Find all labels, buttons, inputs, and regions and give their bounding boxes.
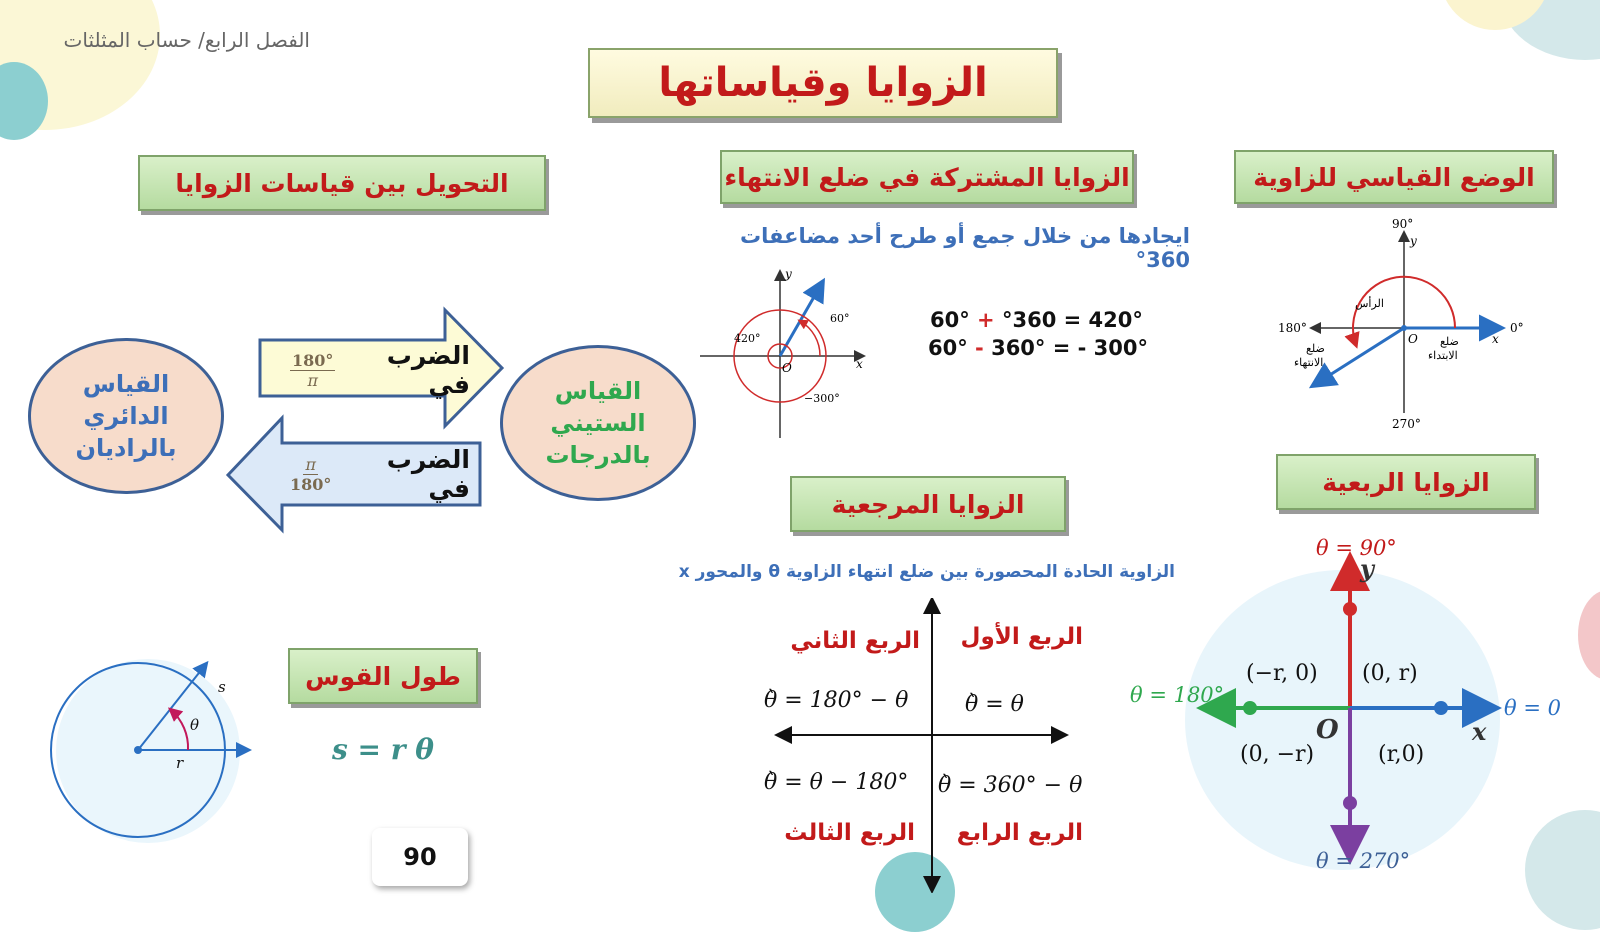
degree-label-3: بالدرجات [545,441,651,469]
conversion-header: التحويل بين قياسات الزوايا [138,155,546,211]
standard-vertex-dot [1401,325,1407,331]
quadrantal-header: الزوايا الربعية [1276,454,1536,510]
quadrantal-theta-180: θ = 180° [1130,683,1225,707]
standard-180-label: 180° [1278,321,1307,335]
quadrantal-origin-label: O [1316,715,1339,745]
fraction-pi-over-180 [290,455,331,494]
radian-label-3: بالراديان [75,434,177,462]
standard-y-label: y [1410,234,1417,248]
eq1-op: + [977,308,995,332]
standard-270-label: 270° [1392,417,1421,431]
coterminal-origin-label: O [782,361,792,375]
standard-initial-label-2: الابتداء [1428,349,1458,362]
multiply-top-text: الضرب في [386,341,470,399]
eq1-a: 60° [930,308,970,332]
quadrantal-point-0-r: (0, r) [1362,661,1418,686]
standard-initial-label-1: ضلع [1440,335,1459,348]
quadrantal-point-neg-r-0: (−r, 0) [1246,661,1318,686]
fraction-180-over-pi [290,351,335,390]
arc-center-dot [134,746,142,754]
eq2-a: 60° [928,336,968,360]
quadrantal-theta-90: θ = 90° [1316,536,1397,560]
eq2-b: 360° = - 300° [991,336,1148,360]
standard-position-figure [1270,215,1530,440]
multiply-bottom-label [290,446,470,502]
standard-vertex-label: الرأس [1355,297,1384,310]
coterminal-description: ايجادها من خلال جمع أو طرح أحد مضاعفات 360° [740,224,1190,272]
quadrant-4-label: الربع الرابع [956,820,1083,846]
multiply-top-label [290,342,470,398]
coterminal-equation-2 [928,336,1148,360]
quadrant-1-label: الربع الأول [960,624,1083,650]
quadrantal-point-right [1434,701,1448,715]
quadrantal-theta-0: θ = 0 [1504,696,1561,720]
standard-terminal-label-2: الانتهاء [1294,356,1324,369]
fraction-top-num: 180° [292,350,334,370]
reference-description: الزاوية الحادة المحصورة بين ضلع انتهاء الزاوية θ والمحور x [678,562,1175,582]
arc-length-header: طول القوس [288,648,478,704]
eq1-b: °360 = 420° [1001,308,1143,332]
coterminal-y-label: y [785,268,792,281]
quadrant-3-label: الربع الثالث [784,820,915,846]
reference-formula-q2: θ̀ = 180° − θ [764,688,909,713]
fraction-top-den: π [307,370,318,390]
quadrantal-point-r-0: (r,0) [1378,742,1425,767]
quadrantal-figure [1120,535,1590,885]
arc-r-label: r [176,754,184,772]
standard-90-label: 90° [1392,217,1414,231]
quadrantal-point-0-neg-r: (0, −r) [1240,742,1315,767]
page-title: الزوايا وقياساتها [658,60,988,106]
standard-0-label: 0° [1510,321,1524,335]
coterminal-equation-1 [930,308,1143,332]
arc-length-formula: s = r θ [332,733,434,766]
multiply-bottom-text: الضرب في [386,445,470,503]
page-number-box [372,828,468,886]
eq2-op: - [975,336,984,360]
standard-terminal-side [1314,328,1404,385]
coterminal-x-label: x [856,357,863,371]
standard-terminal-label-1: ضلع [1306,342,1325,355]
standard-origin-label: O [1408,332,1418,346]
arc-s-label: s [218,678,226,696]
quadrantal-y-label: y [1360,554,1374,583]
degree-label-1: القياس [554,377,642,405]
standard-x-label: x [1492,332,1499,346]
quadrantal-point-bottom [1343,796,1357,810]
reference-angles-header: الزوايا المرجعية [790,476,1066,532]
quadrant-2-label: الربع الثاني [790,628,920,654]
degree-label-2: الستيني [550,409,646,437]
coterminal-arc-60 [800,321,820,356]
radian-label-1: القياس [82,370,170,398]
coterminal-header: الزوايا المشتركة في ضلع الانتهاء [720,150,1134,204]
main-title-box [588,48,1058,118]
coterminal-420-label: 420° [734,332,761,345]
fraction-bottom-num: π [305,454,316,474]
reference-formula-q1: θ̀ = θ [965,692,1024,717]
breadcrumb: الفصل الرابع/ حساب المثلثات [63,28,310,52]
reference-formula-q4: θ̀ = 360° − θ [938,773,1083,798]
quadrantal-x-label: x [1472,717,1487,746]
coterminal-60-label: 60° [830,312,850,325]
reference-formula-q3: θ̀ = θ − 180° [764,770,909,795]
fraction-bottom-den: 180° [290,474,332,494]
arc-theta-label: θ [190,716,200,734]
radian-measure-ellipse [28,338,224,494]
arc-length-figure [30,648,270,853]
quadrantal-point-left [1243,701,1257,715]
coterminal-figure [698,268,878,443]
standard-position-header: الوضع القياسي للزاوية [1234,150,1554,204]
radian-label-2: الدائري [83,402,169,430]
page-number: 90 [403,843,437,871]
degree-measure-ellipse [500,345,696,501]
quadrantal-point-top [1343,602,1357,616]
coterminal-m300-label: −300° [804,392,840,405]
quadrantal-theta-270: θ = 270° [1316,849,1411,873]
